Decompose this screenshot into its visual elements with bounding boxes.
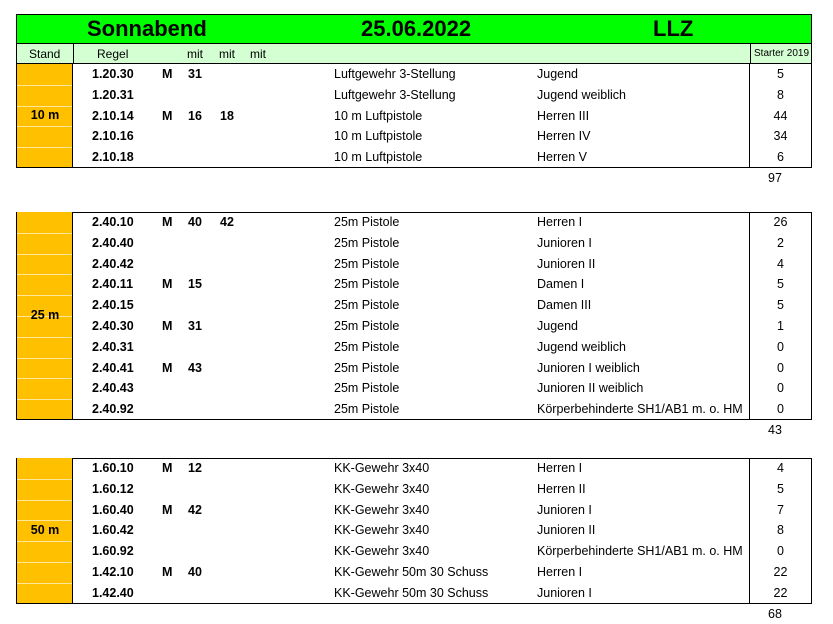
cell-disziplin: KK-Gewehr 3x40 [334, 544, 430, 559]
cell-disziplin: 25m Pistole [334, 339, 400, 354]
col-mit-2: mit [219, 47, 235, 61]
cell-starter: 0 [777, 544, 784, 559]
cell-regel: 1.60.42 [92, 523, 134, 538]
cell-disziplin: KK-Gewehr 50m 30 Schuss [334, 565, 489, 579]
cell-disziplin: 25m Pistole [334, 381, 400, 396]
section-total: 97 [768, 171, 782, 185]
cell-disziplin: 25m Pistole [334, 256, 400, 271]
cell-m: M [162, 67, 173, 81]
cell-starter: 22 [773, 585, 788, 600]
cell-disziplin: 25m Pistole [334, 402, 400, 417]
cell-disziplin: Luftgewehr 3-Stellung [334, 87, 456, 102]
cell-klasse: Junioren I [537, 502, 592, 517]
cell-klasse: Junioren I [537, 585, 592, 600]
cell-klasse: Herren II [537, 481, 586, 496]
cell-starter: 5 [777, 67, 784, 81]
table-row [72, 541, 812, 562]
cell-klasse: Herren III [537, 108, 590, 123]
stand-cell [16, 458, 72, 604]
stand-label: 10 m [30, 108, 60, 122]
cell-regel: 1.20.31 [92, 87, 134, 102]
cell-m: M [162, 215, 173, 229]
cell-regel: 2.40.10 [92, 215, 134, 229]
table-row [72, 254, 812, 275]
day-title: Sonnabend [87, 16, 207, 41]
section-total: 43 [768, 423, 782, 437]
cell-regel: 2.40.15 [92, 298, 134, 313]
table-row [72, 337, 812, 358]
cell-klasse: Jugend [537, 67, 579, 81]
cell-klasse: Körperbehinderte SH1/AB1 m. o. HM [537, 544, 743, 559]
cell-klasse: Junioren II weiblich [537, 381, 644, 396]
table-row [72, 85, 812, 106]
cell-klasse: Herren IV [537, 129, 591, 144]
cell-disziplin: 10 m Luftpistole [334, 108, 423, 123]
cell-regel: 1.60.92 [92, 544, 134, 559]
cell-mit-1: 16 [188, 108, 202, 123]
cell-starter: 0 [777, 339, 784, 354]
cell-regel: 2.40.92 [92, 402, 134, 417]
cell-regel: 1.60.10 [92, 461, 134, 475]
table-row [72, 147, 812, 168]
cell-starter: 44 [773, 108, 788, 123]
cell-starter: 4 [777, 461, 784, 475]
cell-regel: 2.40.40 [92, 235, 134, 250]
cell-klasse: Junioren II [537, 523, 596, 538]
cell-m: M [162, 319, 173, 333]
section-0 [16, 64, 812, 188]
table-row [72, 233, 812, 254]
cell-disziplin: 25m Pistole [334, 298, 400, 313]
table-row [72, 378, 812, 399]
cell-m: M [162, 277, 173, 292]
venue-title: LLZ [653, 16, 694, 41]
cell-mit-1: 12 [188, 461, 202, 475]
cell-disziplin: 25m Pistole [334, 319, 400, 333]
column-header-row [16, 44, 812, 64]
table-row [72, 479, 812, 500]
cell-starter: 5 [777, 277, 784, 292]
table-row [72, 316, 812, 337]
cell-disziplin: KK-Gewehr 3x40 [334, 461, 430, 475]
cell-klasse: Jugend weiblich [537, 87, 626, 102]
stand-cell [16, 212, 72, 420]
cell-starter: 22 [773, 565, 788, 579]
cell-klasse: Junioren I weiblich [537, 360, 640, 375]
cell-starter: 1 [777, 319, 784, 333]
cell-regel: 2.40.41 [92, 360, 134, 375]
cell-mit-1: 40 [188, 565, 202, 579]
table-row [72, 64, 812, 85]
table-row [72, 458, 812, 479]
cell-klasse: Herren I [537, 565, 583, 579]
cell-m: M [162, 565, 173, 579]
cell-m: M [162, 108, 173, 123]
cell-mit-1: 31 [188, 67, 202, 81]
col-stand: Stand [29, 47, 61, 61]
cell-mit-2: 42 [220, 215, 234, 229]
table-row [72, 520, 812, 541]
cell-disziplin: KK-Gewehr 3x40 [334, 523, 430, 538]
stand-label: 25 m [30, 308, 60, 322]
table-row [72, 500, 812, 521]
cell-starter: 2 [777, 235, 784, 250]
cell-klasse: Herren V [537, 150, 588, 165]
section-total: 68 [768, 606, 782, 621]
cell-regel: 1.60.12 [92, 481, 134, 496]
cell-klasse: Damen III [537, 298, 592, 313]
schedule-header [16, 14, 812, 44]
section-1 [16, 212, 812, 440]
col-mit-3: mit [250, 47, 266, 61]
cell-m: M [162, 461, 173, 475]
table-row [72, 106, 812, 127]
stand-label: 50 m [30, 522, 60, 537]
cell-m: M [162, 360, 173, 375]
col-regel: Regel [97, 47, 129, 61]
cell-disziplin: KK-Gewehr 3x40 [334, 481, 430, 496]
cell-regel: 2.40.31 [92, 339, 134, 354]
table-row [72, 358, 812, 379]
cell-starter: 4 [777, 256, 784, 271]
cell-regel: 2.10.14 [92, 108, 134, 123]
cell-disziplin: 10 m Luftpistole [334, 129, 423, 144]
cell-klasse: Jugend weiblich [537, 339, 626, 354]
cell-mit-1: 15 [188, 277, 202, 292]
cell-klasse: Herren I [537, 215, 583, 229]
table-row [72, 295, 812, 316]
cell-starter: 5 [777, 481, 784, 496]
cell-disziplin: 10 m Luftpistole [334, 150, 423, 165]
cell-regel: 2.40.43 [92, 381, 134, 396]
cell-regel: 2.10.16 [92, 129, 134, 144]
col-starter: Starter 2019 [754, 48, 810, 59]
cell-mit-1: 43 [188, 360, 202, 375]
cell-mit-1: 31 [188, 319, 202, 333]
col-mit-1: mit [187, 47, 203, 61]
cell-starter: 8 [777, 87, 784, 102]
section-2 [16, 458, 812, 624]
cell-mit-2: 18 [220, 108, 234, 123]
cell-m: M [162, 502, 173, 517]
cell-starter: 5 [777, 298, 784, 313]
cell-disziplin: KK-Gewehr 3x40 [334, 502, 430, 517]
cell-regel: 2.40.42 [92, 256, 134, 271]
cell-regel: 1.42.10 [92, 565, 134, 579]
cell-regel: 2.40.11 [92, 277, 134, 292]
cell-disziplin: 25m Pistole [334, 235, 400, 250]
cell-starter: 0 [777, 381, 784, 396]
table-row [72, 562, 812, 583]
cell-regel: 1.60.40 [92, 502, 134, 517]
cell-starter: 26 [773, 215, 788, 229]
cell-regel: 1.20.30 [92, 67, 134, 81]
cell-disziplin: Luftgewehr 3-Stellung [334, 67, 456, 81]
table-row [72, 274, 812, 295]
cell-starter: 0 [777, 402, 784, 417]
cell-klasse: Damen I [537, 277, 585, 292]
cell-disziplin: 25m Pistole [334, 360, 400, 375]
table-row [72, 583, 812, 604]
cell-klasse: Jugend [537, 319, 579, 333]
cell-klasse: Junioren I [537, 235, 592, 250]
cell-starter: 8 [777, 523, 784, 538]
cell-klasse: Junioren II [537, 256, 596, 271]
stand-cell [16, 64, 72, 168]
cell-klasse: Körperbehinderte SH1/AB1 m. o. HM [537, 402, 743, 417]
table-row [72, 212, 812, 233]
cell-disziplin: KK-Gewehr 50m 30 Schuss [334, 585, 489, 600]
table-row [72, 126, 812, 147]
cell-disziplin: 25m Pistole [334, 215, 400, 229]
cell-klasse: Herren I [537, 461, 583, 475]
cell-starter: 34 [773, 129, 788, 144]
cell-regel: 2.40.30 [92, 319, 134, 333]
cell-mit-1: 42 [188, 502, 202, 517]
cell-starter: 0 [777, 360, 784, 375]
date-title: 25.06.2022 [361, 16, 472, 41]
cell-starter: 7 [777, 502, 784, 517]
table-row [72, 399, 812, 420]
cell-regel: 1.42.40 [92, 585, 134, 600]
cell-starter: 6 [777, 150, 784, 165]
cell-regel: 2.10.18 [92, 150, 134, 165]
cell-disziplin: 25m Pistole [334, 277, 400, 292]
cell-mit-1: 40 [188, 215, 202, 229]
